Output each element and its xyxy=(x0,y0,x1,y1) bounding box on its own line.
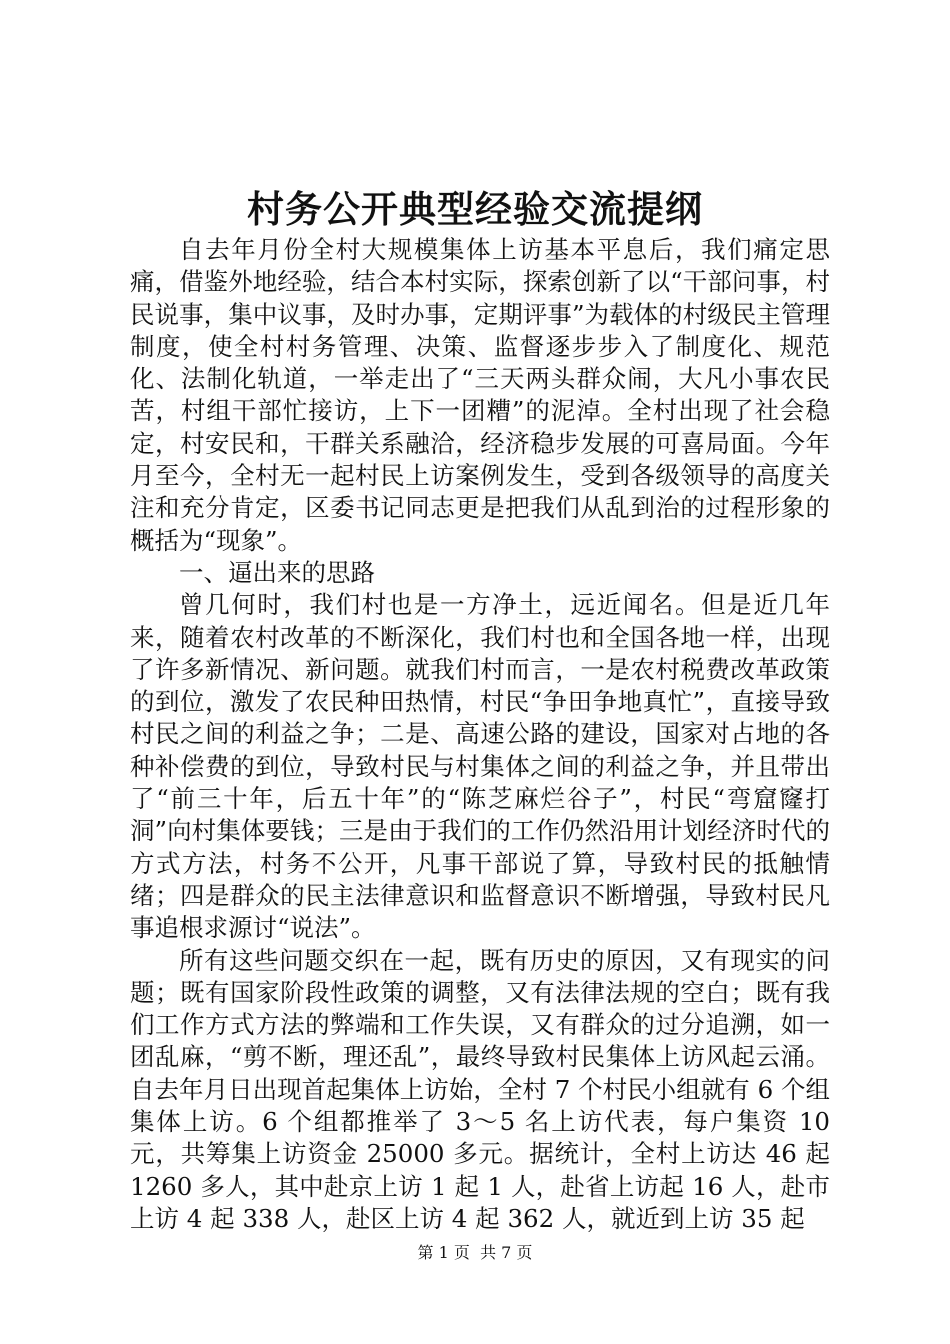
page-number: 第 1 页 xyxy=(417,1243,470,1262)
body-paragraph: 所有这些问题交织在一起，既有历史的原因，又有现实的问题；既有国家阶段性政策的调整，又有法律法规的空白；既有我们工作方式方法的弊端和工作失误，又有群众的过分追溯，如一团乱麻，“剪不断，理还乱”，最终导致村民集体上访风起云涌。自去年月日出现首起集体上访始，全村 7 个村民小组就有 6 个组集体上访。6 个组都推举了 3～5 名上访代表，每户集资 10 元，共筹集上访资金 25000 多元。据统计，全村上访达 46 起 1260 多人，其中赴京上访 1 起 1 人，赴省上访起 16 人，赴市上访 4 起 338 人，赴区上访 4 起 362 人，就近到上访 35 起 xyxy=(130,945,830,1233)
section-heading: 一、逼出来的思路 xyxy=(179,557,375,587)
document-body xyxy=(130,234,830,1235)
body-paragraph: 曾几何时，我们村也是一方净土，远近闻名。但是近几年来，随着农村改革的不断深化，我们村也和全国各地一样，出现了许多新情况、新问题。就我们村而言，一是农村税费改革政策的到位，激发了农民种田热情，村民“争田争地真忙”，直接导致村民之间的利益之争；二是、高速公路的建设，国家对占地的各种补偿费的到位，导致村民与村集体之间的利益之争，并且带出了“前三十年，后五十年”的“陈芝麻烂谷子”，村民“弯窟窿打洞”向村集体要钱；三是由于我们的工作仍然沿用计划经济时代的方式方法，村务不公开，凡事干部说了算，导致村民的抵触情绪；四是群众的民主法律意识和监督意识不断增强，导致村民凡事追根求源讨“说法”。 xyxy=(130,590,830,943)
intro-paragraph: 自去年月份全村大规模集体上访基本平息后，我们痛定思痛，借鉴外地经验，结合本村实际，探索创新了以“干部问事，村民说事，集中议事，及时办事，定期评事”为载体的村级民主管理制度，使全村村务管理、决策、监督逐步步入了制度化、规范化、法制化轨道，一举走出了“三天两头群众闹，大凡小事农民苦，村组干部忙接访，上下一团糟”的泥淖。全村出现了社会稳定，村安民和，干群关系融洽，经济稳步发展的可喜局面。今年月至今，全村无一起村民上访案例发生，受到各级领导的高度关注和充分肯定，区委书记同志更是把我们从乱到治的过程形象的概括为“现象”。 xyxy=(130,235,830,555)
page-total: 共 7 页 xyxy=(480,1243,533,1262)
document-title: 村务公开典型经验交流提纲 xyxy=(247,187,703,231)
page-footer xyxy=(0,1242,950,1264)
